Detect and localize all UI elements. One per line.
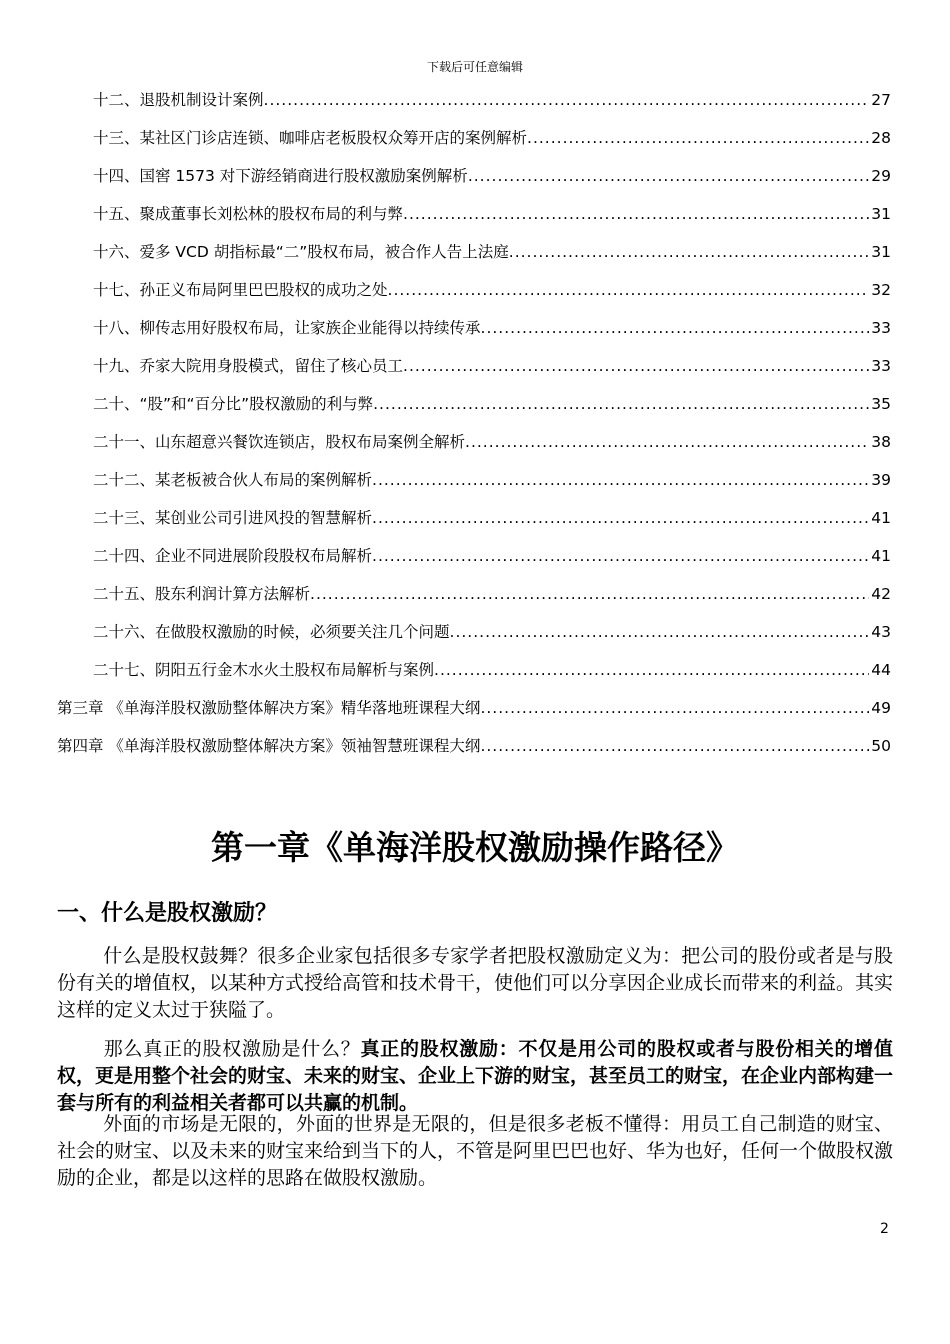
- toc-leader: [264, 91, 870, 109]
- toc-entry[interactable]: [93, 316, 891, 340]
- toc-entry-title: 十五、聚成董事长刘松林的股权布局的利与弊: [93, 205, 404, 223]
- toc-entry-page: 27: [871, 91, 891, 109]
- paragraph: [57, 1036, 893, 1117]
- paragraph-bold-text: 真正的股权激励：不仅是用公司的股权或者与股份相关的增值权，更是用整个社会的财宝、未来的财宝、企业上下游的财宝，甚至员工的财宝，在企业内部构建一套与所有的利益相关者都可以共赢的机制。: [57, 1038, 894, 1114]
- toc-entry-title: 十六、爱多 VCD 胡指标最“二”股权布局，被合作人告上法庭: [93, 243, 509, 261]
- toc-leader: [372, 547, 869, 565]
- toc-entry[interactable]: [93, 278, 891, 302]
- toc-entry-page: 41: [871, 509, 891, 527]
- toc-entry-title: 二十、“股”和“百分比”股权激励的利与弊: [93, 395, 374, 413]
- toc-entry-page: 44: [871, 661, 891, 679]
- toc-leader: [310, 585, 869, 603]
- toc-leader: [450, 623, 870, 641]
- toc-entry-title: 二十四、企业不同进展阶段股权布局解析: [93, 547, 373, 565]
- toc-entry-page: 38: [871, 433, 891, 451]
- toc-entry[interactable]: [93, 430, 891, 454]
- toc-entry[interactable]: [93, 468, 891, 492]
- toc-leader: [509, 243, 869, 261]
- toc-entry[interactable]: [93, 354, 891, 378]
- toc-entry[interactable]: [93, 202, 891, 226]
- toc-leader: [480, 737, 869, 755]
- toc-entry-title: 二十七、阴阳五行金木水火土股权布局解析与案例: [93, 661, 435, 679]
- chapter-title: 第一章《单海洋股权激励操作路径》: [211, 828, 739, 867]
- toc-entry-title: 十三、某社区门诊店连锁、咖啡店老板股权众筹开店的案例解析: [93, 129, 528, 147]
- toc-leader: [372, 509, 869, 527]
- toc-entry-title: 十七、孙正义布局阿里巴巴股权的成功之处: [93, 281, 388, 299]
- paragraph-text: 那么真正的股权激励是什么？: [103, 1038, 361, 1060]
- toc-entry[interactable]: [93, 506, 891, 530]
- toc-leader: [372, 471, 869, 489]
- toc-entry-page: 43: [871, 623, 891, 641]
- toc-leader: [434, 661, 869, 679]
- toc-entry[interactable]: [93, 620, 891, 644]
- toc-entry[interactable]: [93, 658, 891, 682]
- toc-entry-page: 49: [871, 699, 891, 717]
- toc-entry[interactable]: [93, 126, 891, 150]
- toc-leader: [388, 281, 870, 299]
- toc-entry-page: 33: [871, 319, 891, 337]
- toc-entry[interactable]: [93, 544, 891, 568]
- paragraph-text: 什么是股权鼓舞？很多企业家包括很多专家学者把股权激励定义为：把公司的股份或者是与股份有关的增值权，以某种方式授给高管和技术骨干，使他们可以分享因企业成长而带来的利益。其实这样的定义太过于狭隘了。: [57, 945, 894, 1021]
- toc-entry-title: 十九、乔家大院用身股模式，留住了核心员工: [93, 357, 404, 375]
- toc-entry-page: 32: [871, 281, 891, 299]
- toc-entry-title: 第四章 《单海洋股权激励整体解决方案》领袖智慧班课程大纲: [57, 737, 481, 755]
- section-title: 一、什么是股权激励？: [57, 901, 278, 926]
- toc-leader: [465, 433, 869, 451]
- toc-leader: [480, 699, 869, 717]
- toc-entry-title: 二十三、某创业公司引进风投的智慧解析: [93, 509, 373, 527]
- paragraph: [57, 1111, 893, 1192]
- toc-leader: [481, 319, 870, 337]
- toc-leader: [527, 129, 869, 147]
- toc-entry-page: 35: [871, 395, 891, 413]
- toc-entry-page: 39: [871, 471, 891, 489]
- page-header: 下载后可任意编辑: [426, 60, 523, 74]
- toc-entry-title: 十四、国窖 1573 对下游经销商进行股权激励案例解析: [93, 167, 468, 185]
- toc-leader: [373, 395, 869, 413]
- toc-leader: [468, 167, 869, 185]
- toc-entry-title: 十二、退股机制设计案例: [93, 91, 264, 109]
- toc-entry[interactable]: [93, 392, 891, 416]
- toc-entry[interactable]: [57, 696, 891, 720]
- toc-entry-page: 41: [871, 547, 891, 565]
- toc-entry-page: 33: [871, 357, 891, 375]
- toc-entry-title: 二十二、某老板被合伙人布局的案例解析: [93, 471, 373, 489]
- toc-entry[interactable]: [93, 582, 891, 606]
- toc-entry-title: 第三章 《单海洋股权激励整体解决方案》精华落地班课程大纲: [57, 699, 481, 717]
- toc-entry-page: 42: [871, 585, 891, 603]
- toc-entry[interactable]: [93, 88, 891, 112]
- toc-entry-page: 50: [871, 737, 891, 755]
- toc-entry-title: 十八、柳传志用好股权布局，让家族企业能得以持续传承: [93, 319, 481, 337]
- toc-entry-page: 31: [871, 243, 891, 261]
- paragraph: [57, 943, 893, 1024]
- paragraph-text: 外面的市场是无限的，外面的世界是无限的，但是很多老板不懂得：用员工自己制造的财宝、社会的财宝、以及未来的财宝来给到当下的人，不管是阿里巴巴也好、华为也好，任何一个做股权激励的企业，都是以这样的思路在做股权激励。: [57, 1113, 894, 1189]
- toc-leader: [403, 357, 869, 375]
- toc-entry-page: 28: [871, 129, 891, 147]
- toc-entry-page: 31: [871, 205, 891, 223]
- toc-entry-title: 二十五、股东利润计算方法解析: [93, 585, 311, 603]
- toc-entry-page: 29: [871, 167, 891, 185]
- toc-entry-title: 二十一、山东超意兴餐饮连锁店，股权布局案例全解析: [93, 433, 466, 451]
- page-number: 2: [880, 1221, 889, 1237]
- toc-leader: [403, 205, 869, 223]
- toc-entry[interactable]: [57, 734, 891, 758]
- toc-entry[interactable]: [93, 164, 891, 188]
- toc-entry-title: 二十六、在做股权激励的时候，必须要关注几个问题: [93, 623, 450, 641]
- toc-entry[interactable]: [93, 240, 891, 264]
